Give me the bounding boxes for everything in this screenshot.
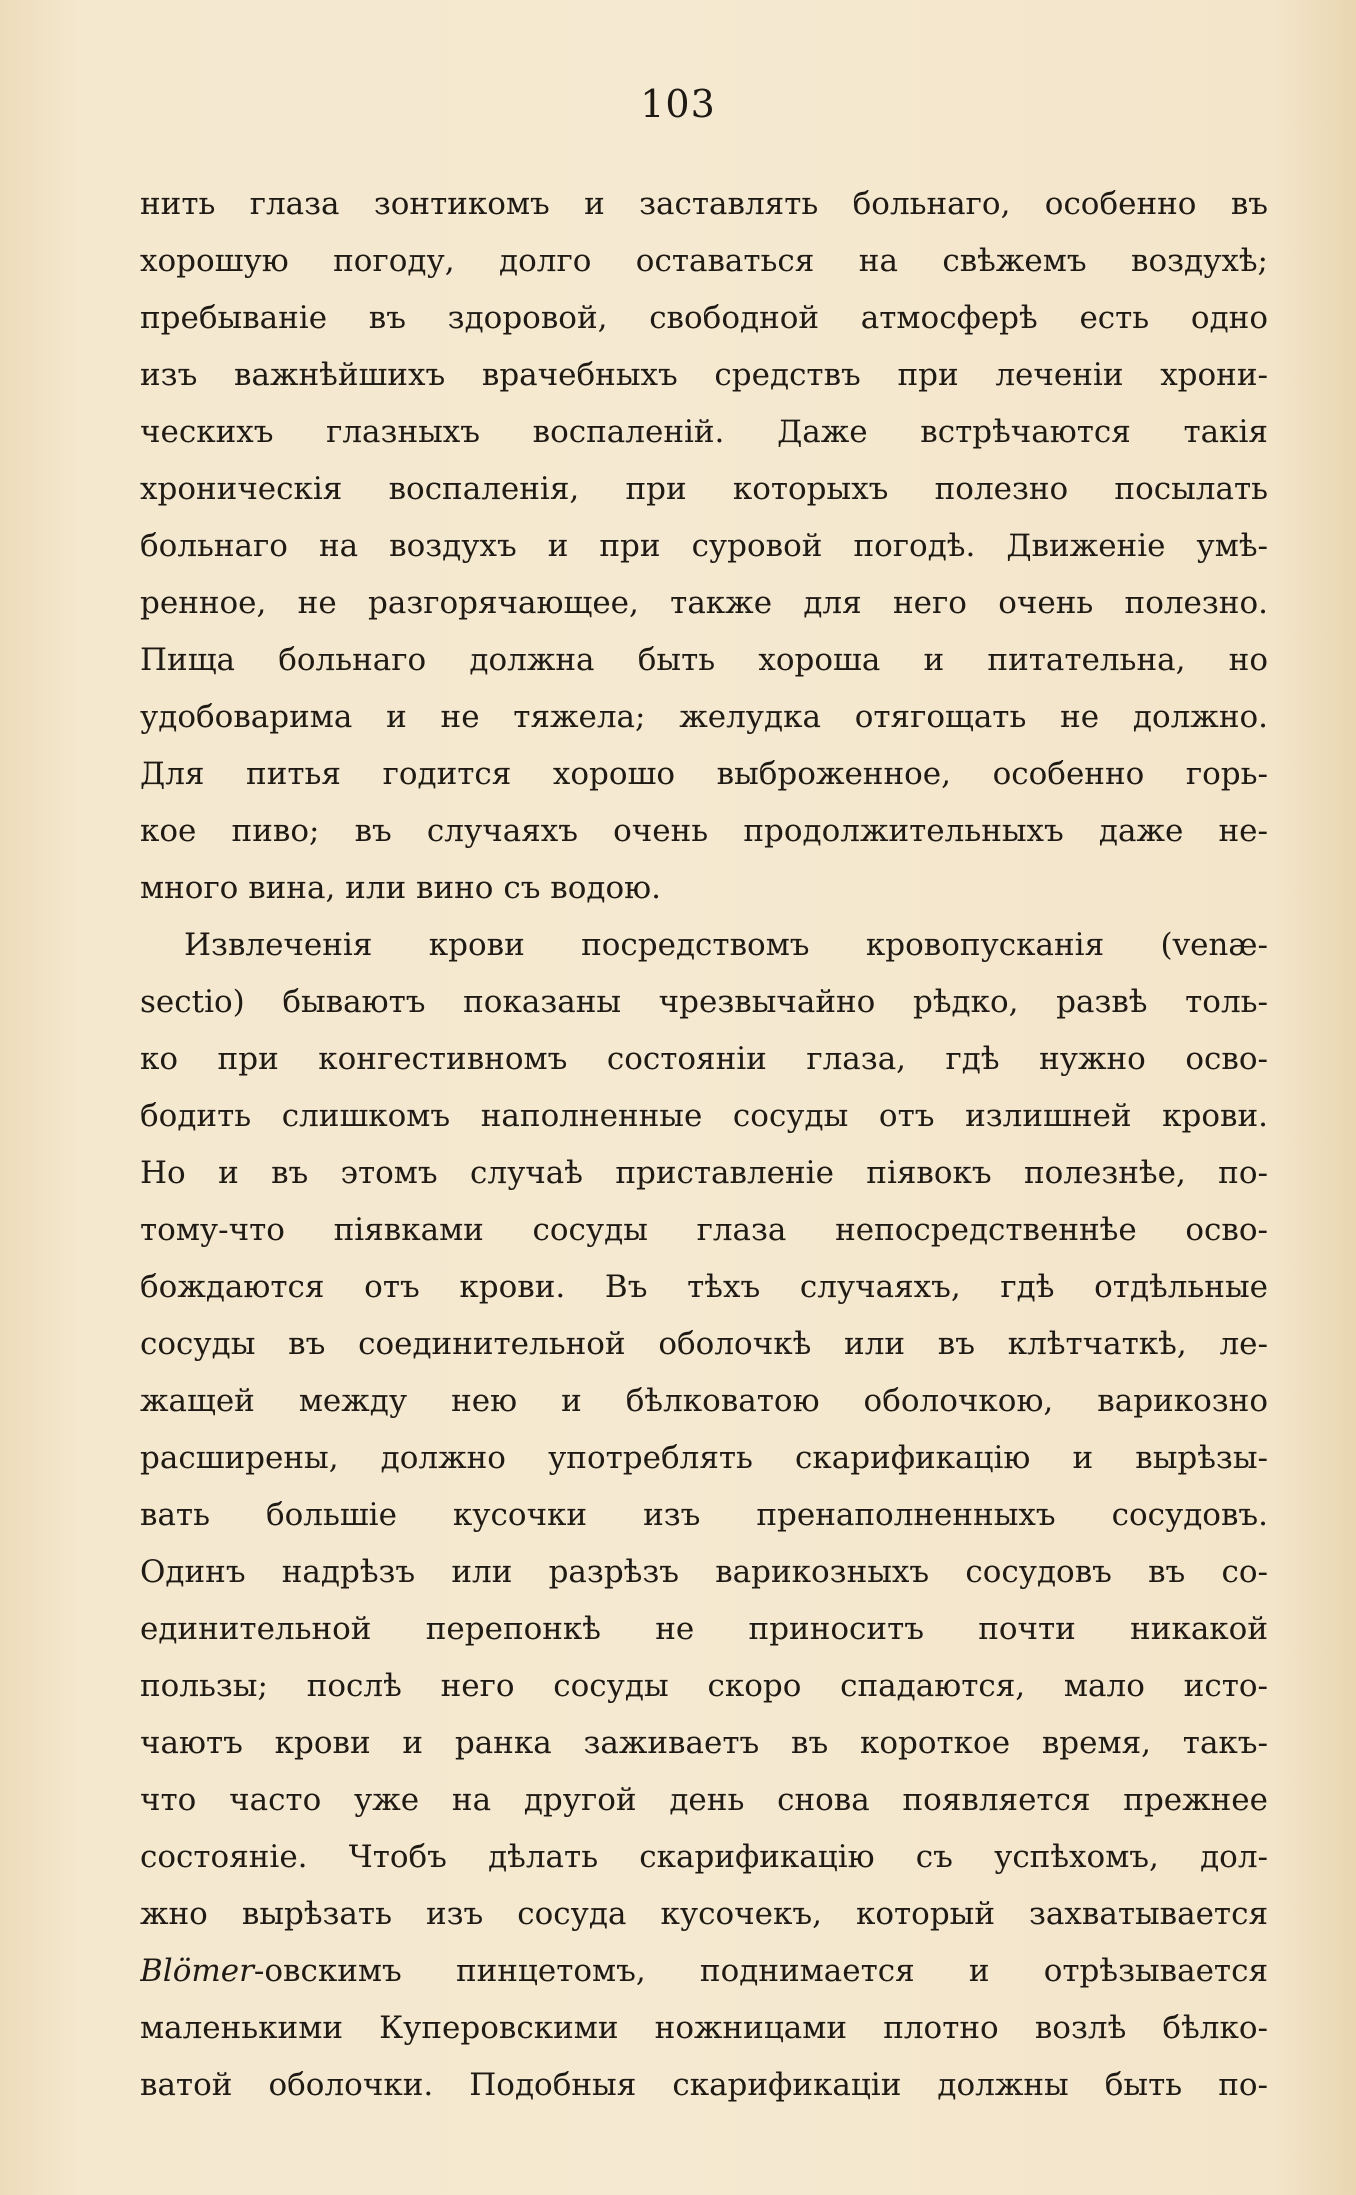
text-line: много вина, или вино съ водою.: [140, 870, 661, 906]
text-line: удобоварима и не тяжела; желудка отягощать не должно.: [140, 699, 1268, 735]
text-line: кое пиво; въ случаяхъ очень продолжительныхъ даже не-: [140, 813, 1268, 849]
text-line: Для питья годится хорошо выброженное, особенно горь-: [140, 756, 1268, 792]
text-line: Извлеченія крови посредствомъ кровопусканія (venæ-: [184, 927, 1268, 963]
text-line: тому-что піявками сосуды глаза непосредственнѣе осво-: [140, 1212, 1268, 1248]
text-line: Но и въ этомъ случаѣ приставленіе піявокъ полезнѣе, по-: [140, 1155, 1268, 1191]
text-line: ческихъ глазныхъ воспаленій. Даже встрѣчаются такія: [140, 414, 1268, 450]
text-line: жащей между нею и бѣлковатою оболочкою, варикозно: [140, 1383, 1268, 1419]
text-line-rest: -овскимъ пинцетомъ, поднимается и отрѣзывается: [253, 1953, 1268, 1989]
text-line: хроническія воспаленія, при которыхъ полезно посылать: [140, 471, 1268, 507]
text-line: жно вырѣзать изъ сосуда кусочекъ, который захватывается: [140, 1896, 1268, 1932]
text-line: Пища больнаго должна быть хороша и питательна, но: [140, 642, 1268, 678]
text-line: пребываніе въ здоровой, свободной атмосферѣ есть одно: [140, 300, 1268, 336]
text-line: чаютъ крови и ранка заживаетъ въ короткое время, такъ-: [140, 1725, 1268, 1761]
text-line: sectio) бываютъ показаны чрезвычайно рѣдко, развѣ толь-: [140, 984, 1268, 1020]
text-line: ренное, не разгорячающее, также для него очень полезно.: [140, 585, 1268, 621]
text-line: вать большіе кусочки изъ пренаполненныхъ сосудовъ.: [140, 1497, 1268, 1533]
text-line: что часто уже на другой день снова появляется прежнее: [140, 1782, 1268, 1818]
text-line: единительной перепонкѣ не приноситъ почти никакой: [140, 1611, 1268, 1647]
text-line: хорошую погоду, долго оставаться на свѣжемъ воздухѣ;: [140, 243, 1268, 279]
body-text: [140, 176, 1268, 2114]
text-line: сосуды въ соединительной оболочкѣ или въ клѣтчаткѣ, ле-: [140, 1326, 1268, 1362]
text-line: бодить слишкомъ наполненные сосуды отъ излишней крови.: [140, 1098, 1268, 1134]
text-line: пользы; послѣ него сосуды скоро спадаются, мало исто-: [140, 1668, 1268, 1704]
text-line: ватой оболочки. Подобныя скарификаціи должны быть по-: [140, 2067, 1268, 2103]
text-line: бождаются отъ крови. Въ тѣхъ случаяхъ, гдѣ отдѣльные: [140, 1269, 1268, 1305]
text-line: состояніе. Чтобъ дѣлать скарификацію съ успѣхомъ, дол-: [140, 1839, 1268, 1875]
page-number: 103: [640, 82, 716, 126]
text-line: Одинъ надрѣзъ или разрѣзъ варикозныхъ сосудовъ въ со-: [140, 1554, 1268, 1590]
text-line-with-name: [140, 1943, 1268, 2000]
text-line: изъ важнѣйшихъ врачебныхъ средствъ при леченіи хрони-: [140, 357, 1268, 393]
text-line: больнаго на воздухъ и при суровой погодѣ. Движеніе умѣ-: [140, 528, 1268, 564]
text-line: маленькими Куперовскими ножницами плотно возлѣ бѣлко-: [140, 2010, 1268, 2046]
text-line: расширены, должно употреблять скарификацію и вырѣзы-: [140, 1440, 1268, 1476]
proper-name: Blömer: [140, 1953, 254, 1989]
text-line: ко при конгестивномъ состояніи глаза, гдѣ нужно осво-: [140, 1041, 1268, 1077]
text-line: нить глаза зонтикомъ и заставлять больнаго, особенно въ: [140, 186, 1268, 222]
